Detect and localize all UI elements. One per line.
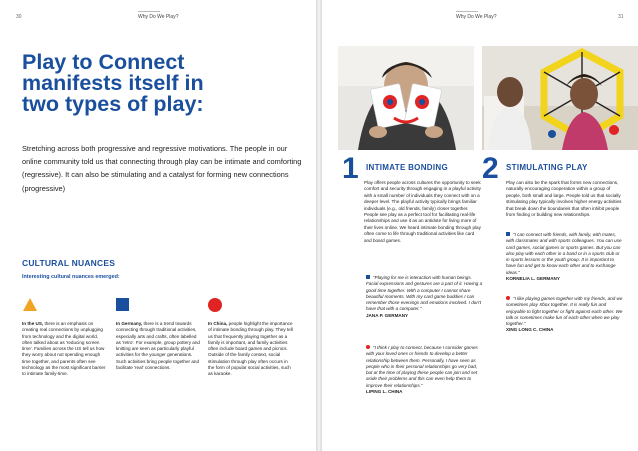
quote [506,232,624,282]
column-title: INTIMATE BONDING [366,163,448,172]
nuance-text: there is an emphasis on creating real connections by unplugging from technology and the digital world, often talked about as 'reducing screen time'. Families across the US tell us how they worry about not spending enough time together, and parents often see technology as the most significant barrier to intimate family-time. [22,321,106,377]
headline-line: Play to Connect [22,50,185,74]
circle-icon [208,298,222,312]
right-page [322,0,638,451]
header-rule [138,11,160,12]
headline-line: manifests itself in [22,71,204,95]
quote [506,296,624,334]
quote-author: LIPING L. CHINA [366,389,403,395]
nuance-germany [116,321,202,371]
square-icon [116,298,129,311]
square-bullet-icon [366,275,370,279]
circle-bullet-icon [366,345,370,349]
quote-text: "I can connect with friends, with family, with mates, with classmates and with sports colleagues. You can use card games, social games or sports games. But you can also play with each other in a band or in a sports club or in sports lessons or the youth group. It is important to have fun and get to know each other and to exchange ideas." [506,232,622,275]
running-title: Why Do We Play? [138,14,179,20]
card-game-illustration [338,46,474,150]
quote-author: JANA P. GERMANY [366,312,409,318]
nuance-text: people highlight the importance of intimate bonding through play. They tell us that frequently playing together as a family is important, and family activities often include board games and picnics. Outside of the family context, social stimulation through play often occurs in the form of popular social activities, such as karaoke. [208,321,293,377]
nuance-china [208,321,294,378]
quote-text: "I think I play to connect, because I consider games with your loved ones or friends to develop a better relationship between them. Personally, I have seen as people who in their personal relationships go very bad, but at the time of playing these people can join and set aside their problems and this can even help them to improve their relationships." [366,345,478,388]
circle-bullet-icon [506,296,510,300]
quote-text: "Playing for me is interaction with human beings. Facial expressions and gestures are a part of it. Having a good time together. With a computer I cannot share beautiful moments. With my card game buddies I can remember those evenings and emotions involved. I don't have that with a computer." [366,275,483,312]
page-number: 31 [618,14,624,20]
section-subtitle: Interesting cultural nuances emerged: [22,274,120,280]
quote-author: XING LONG C. CHINA [506,327,554,333]
photo-child-playing [482,46,638,150]
quote-author: KORNELIA L. GERMANY [506,276,560,282]
column-body: Play offers people across cultures the opportunity to seek comfort and security through engaging in a playful activity with a small number of individuals they connect with on a deeper level. The playful activity typically brings familiar individuals (e.g., old friends, family) closer together. People see play as a perfect tool for facilitating real-life relationships and use it as an antidote for living more of their lives online. We heard intimate bonding through play often come to life through traditional activities like card and board games. [364,180,481,243]
nuance-lead: In the US, [22,321,44,326]
nuance-lead: In Germany, [116,321,143,326]
column-number: 1 [342,152,359,185]
square-bullet-icon [506,232,510,236]
quote [366,345,484,395]
photo-card-game [338,46,474,150]
left-page [0,0,316,451]
nuance-text: there is a trend towards connecting through traditional activities, especially arts and crafts, often labelled as 'retro'. For example, group pottery and knitting are seen as particularly playful activities for the younger generations. Such activities bring people together and facilitate 'real' connections. [116,321,200,371]
running-title: Why Do We Play? [456,14,497,20]
quote-text: "I like playing games together with my friends, and we sometimes play Xbox together. It is really fun and enjoyable to fight together or fight against each other. We talk or sometimes make fun of each other when we play together." [506,296,623,327]
intro-paragraph: Stretching across both progressive and regressive motivations. The people in our online community told us that connecting through play can be intimate and comforting (regressive). It can also be stimulating and a catalyst for forming new connections (progressive) [22,144,302,193]
nuance-us [22,321,108,378]
column-title: STIMULATING PLAY [506,163,588,172]
section-title: CULTURAL NUANCES [22,258,116,268]
page-headline [22,52,302,115]
page-number: 30 [16,14,22,20]
triangle-icon [23,298,37,311]
column-body: Play can also be the spark that forms new connections, naturally encouraging cooperation within a group of people, both small and large. People told us that socially stimulating play typically involves higher energy activities that break down the boundaries that often inhibit people from finding or building new relationships. [506,180,622,218]
headline-line: two types of play: [22,92,204,116]
quote [366,275,484,319]
nuance-lead: In China, [208,321,228,326]
header-rule [456,11,478,12]
child-hexagon-illustration [482,46,638,150]
column-number: 2 [482,152,499,185]
